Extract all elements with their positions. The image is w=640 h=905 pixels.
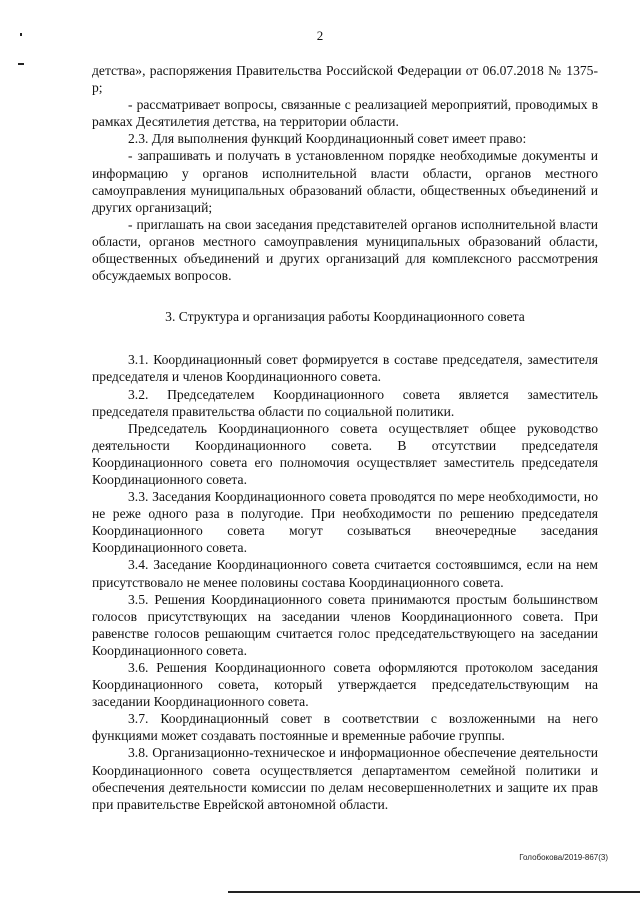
paragraph: - приглашать на свои заседания представителей органов исполнительной власти области, органов местного самоуправления муниципальных образований области, общественных объединений и других организаций для комплексного рассмотрения обсуждаемых вопросов. [92,216,598,284]
paragraph: - рассматривает вопросы, связанные с реализацией мероприятий, проводимых в рамках Десятилетия детства, на территории области. [92,97,598,130]
paragraph: - запрашивать и получать в установленном порядке необходимые документы и информацию у органов исполнительной власти области, органов местного самоуправления муниципальных образований области, общественных объединений и других организаций; [92,148,598,215]
document-code: Голобокова/2019-867(3) [519,853,608,862]
paragraph: 3.6. Решения Координационного совета оформляются протоколом заседания Координационного совета, который утверждается председательствующим на заседании Координационного совета. [92,660,598,710]
document-body [92,62,598,813]
paragraph: 3.2. Председателем Координационного совета является заместитель председателя правительства области по социальной политики. [92,386,598,419]
paragraph: 3.5. Решения Координационного совета принимаются простым большинством голосов присутствующих на заседании членов Координационного совета. При равенстве голосов решающим считается голос председательствующего на заседании Координационного совета. [92,591,598,658]
paragraph: 3.1. Координационный совет формируется в составе председателя, заместителя председателя и членов Координационного совета. [92,352,598,385]
bottom-rule [228,891,640,893]
section-heading: 3. Структура и организация работы Координационного совета [165,309,525,325]
paragraph: 3.8. Организационно-техническое и информационное обеспечение деятельности Координационного совета осуществляется департаментом семейной политики и обеспечения деятельности комиссии по делам несовершеннолетних и защите их прав при правительстве Еврейской автономной области. [92,745,598,812]
paragraph: 3.3. Заседания Координационного совета проводятся по мере необходимости, но не реже одного раза в полугодие. При необходимости по решению председателя Координационного совета могут созываться внеочередные заседания Координационного совета. [92,489,598,556]
margin-dash-mark [18,63,24,65]
page-number: 2 [316,28,324,43]
paragraph: детства», распоряжения Правительства Российской Федерации от 06.07.2018 № 1375-р; [92,63,598,96]
paragraph: 2.3. Для выполнения функций Координационный совет имеет право: [128,131,527,147]
paragraph: 3.7. Координационный совет в соответствии с возложенными на него функциями может создавать постоянные и временные рабочие группы. [92,711,598,744]
paragraph: Председатель Координационного совета осуществляет общее руководство деятельности Координационного совета. В отсутствии председателя Координационного совета его полномочия осуществляет заместитель председателя Координационного совета. [92,420,598,487]
paragraph: 3.4. Заседание Координационного совета считается состоявшимся, если на нем присутствовало не менее половины состава Координационного совета. [92,557,598,590]
